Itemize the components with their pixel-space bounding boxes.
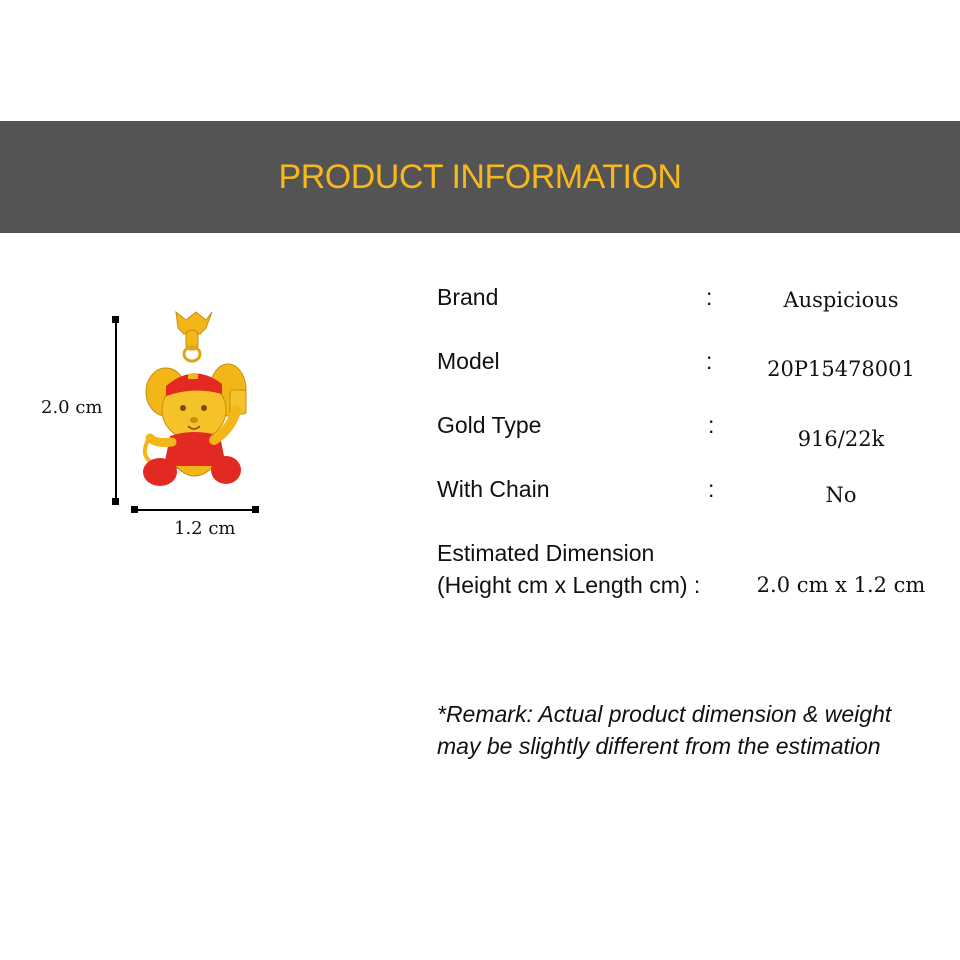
with-chain-label: With Chain — [437, 476, 550, 502]
dimension-label-line1: Estimated Dimension — [437, 540, 655, 566]
dimension-value: 2.0 cm x 1.2 cm — [756, 573, 926, 597]
height-dimension-marker — [112, 316, 119, 505]
remark-line2: may be slightly different from the estimation — [437, 733, 881, 759]
page-title: PRODUCT INFORMATION — [278, 157, 682, 196]
model-colon: : — [706, 348, 713, 374]
model-value: 20P15478001 — [767, 357, 915, 381]
brand-colon: : — [706, 284, 713, 310]
with-chain-colon: : — [708, 476, 715, 502]
with-chain-value: No — [825, 483, 857, 507]
model-label: Model — [437, 348, 500, 374]
gold-type-label: Gold Type — [437, 412, 542, 438]
width-dimension-marker — [131, 506, 259, 513]
remark-note — [437, 698, 947, 762]
remark-line1: *Remark: Actual product dimension & weight — [437, 701, 892, 727]
brand-value: Auspicious — [783, 288, 899, 312]
brand-label: Brand — [437, 284, 499, 310]
dimension-label-line2: (Height cm x Length cm) : — [437, 572, 701, 598]
rat-pendant-icon — [0, 290, 380, 550]
gold-type-value: 916/22k — [797, 427, 885, 451]
height-label: 2.0 cm — [41, 397, 103, 418]
gold-type-colon: : — [708, 412, 715, 438]
rat-figure — [143, 364, 246, 486]
header-banner — [0, 121, 960, 233]
width-label: 1.2 cm — [174, 518, 236, 539]
product-image-area — [0, 290, 380, 550]
pendant-bail — [176, 312, 212, 361]
